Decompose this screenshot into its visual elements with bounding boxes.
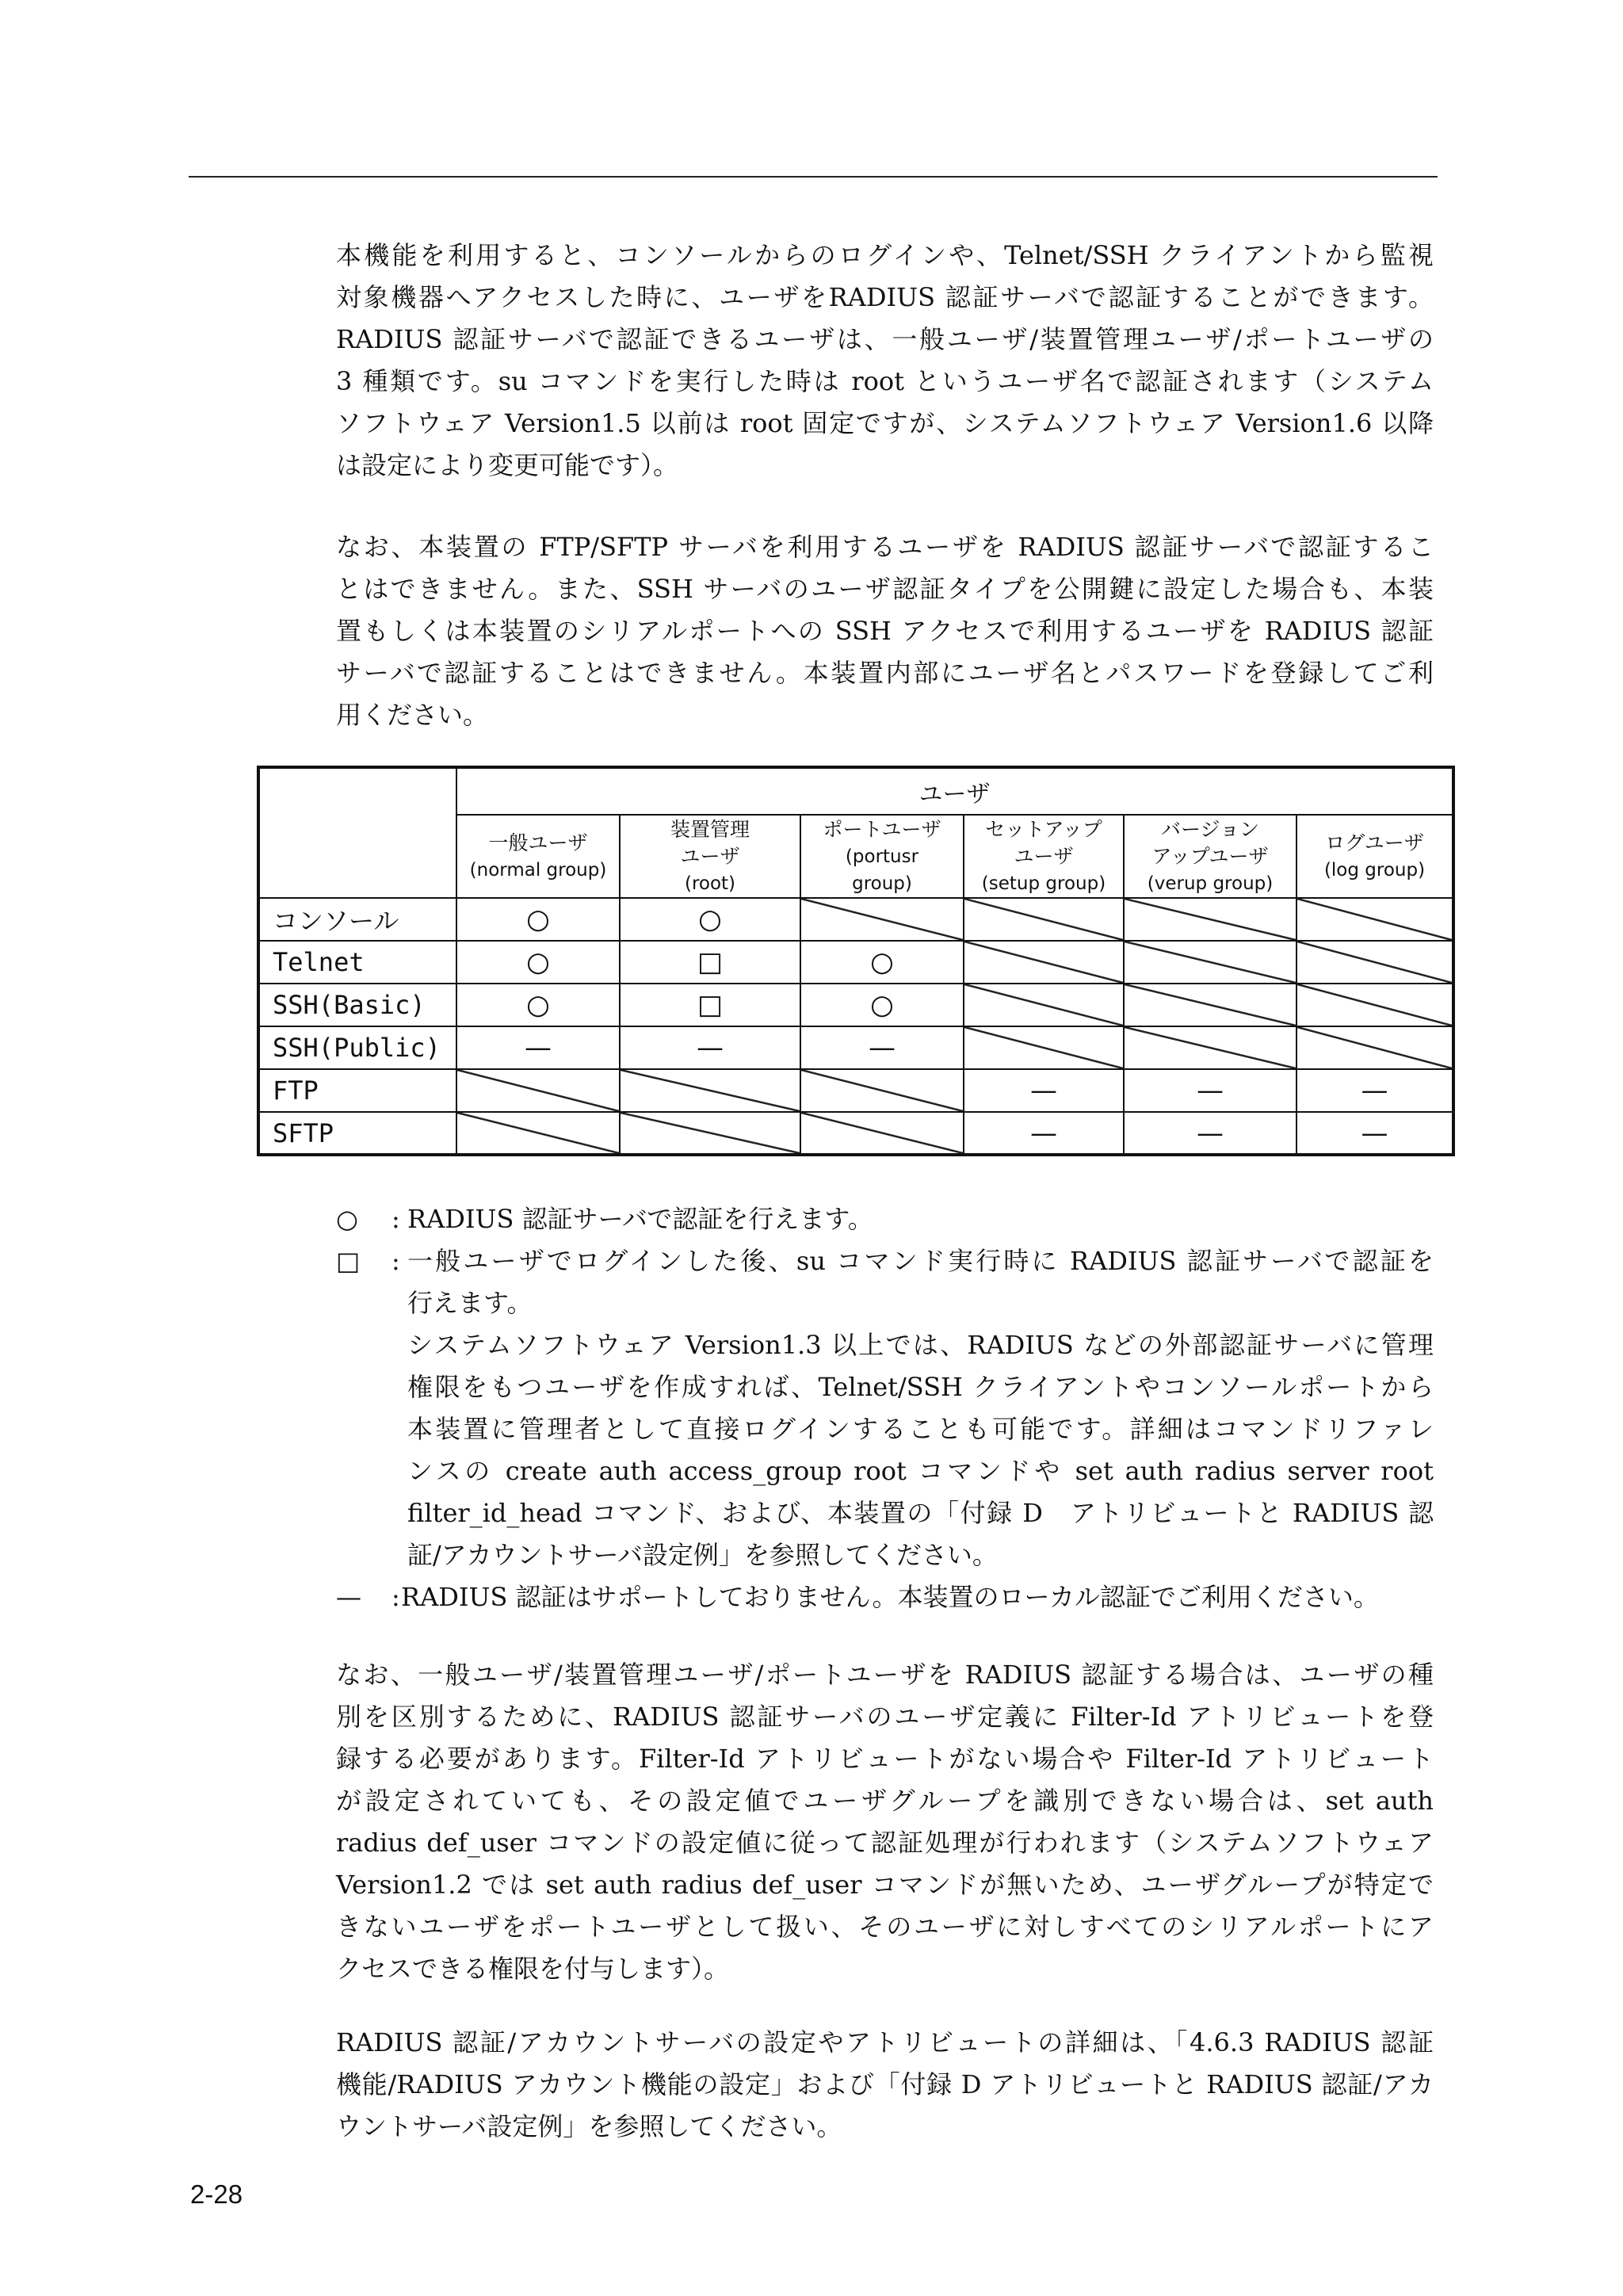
column-header-line: ログユーザ <box>1325 831 1424 854</box>
header-rule <box>189 176 1438 178</box>
support-mark-cell: — <box>1124 1112 1296 1155</box>
not-applicable-cell <box>1296 941 1453 984</box>
support-mark-cell: — <box>620 1026 800 1069</box>
support-mark-cell: ○ <box>620 898 800 941</box>
support-mark-cell: — <box>964 1069 1124 1112</box>
text-line: とはできません。また、SSH サーバのユーザ認証タイプを公開鍵に設定した場合も、本装 <box>336 574 1434 604</box>
text-line: 本機能を利用すると、コンソールからのログインや、Telnet/SSH クライアントから監視 <box>336 240 1434 270</box>
column-header-line: アップユーザ <box>1151 844 1269 868</box>
text-line: 一般ユーザでログインした後、su コマンド実行時に RADIUS 認証サーバで認証を <box>407 1246 1434 1276</box>
not-applicable-cell <box>964 984 1124 1026</box>
table-row <box>258 984 1453 1026</box>
text-line: なお、一般ユーザ/装置管理ユーザ/ポートユーザを RADIUS 認証する場合は、ユーザの種 <box>336 1660 1434 1690</box>
not-applicable-cell <box>1124 941 1296 984</box>
row-label: SSH(Basic) <box>258 984 456 1026</box>
row-label: コンソール <box>258 898 456 941</box>
corner-cell <box>258 767 456 898</box>
support-mark-cell: — <box>1296 1069 1453 1112</box>
column-header-line: ユーザ <box>1014 844 1074 868</box>
filter-id-paragraph <box>336 1654 1434 1990</box>
support-mark-cell: — <box>1296 1112 1453 1155</box>
support-mark-cell: ○ <box>456 984 620 1026</box>
not-applicable-cell <box>1296 984 1453 1026</box>
column-header-line: (normal group) <box>469 859 607 881</box>
column-header <box>800 815 964 898</box>
column-header <box>456 815 620 898</box>
text-line: 3 種類です。su コマンドを実行した時は root というユーザ名で認証されます（システム <box>336 366 1434 396</box>
table-row <box>258 1026 1453 1069</box>
legend-colon: : <box>391 1246 400 1276</box>
support-mark-cell: ○ <box>456 898 620 941</box>
not-applicable-cell <box>1124 984 1296 1026</box>
text-line: システムソフトウェア Version1.3 以上では、RADIUS などの外部認証サーバに管理 <box>407 1330 1434 1360</box>
not-applicable-cell <box>1124 1026 1296 1069</box>
legend-square-text <box>407 1240 1434 1576</box>
not-applicable-cell <box>1296 1026 1453 1069</box>
column-header-line: ユーザ <box>680 844 740 868</box>
column-header-line: (setup group) <box>981 873 1106 894</box>
not-applicable-cell <box>964 898 1124 941</box>
not-applicable-cell <box>1296 898 1453 941</box>
column-header <box>1296 815 1453 898</box>
not-applicable-cell <box>800 898 964 941</box>
legend-colon: : <box>391 1204 400 1234</box>
support-mark-cell: — <box>964 1112 1124 1155</box>
text-line: ソフトウェア Version1.5 以前は root 固定ですが、システムソフトウェア Version1.6 以降 <box>336 408 1434 438</box>
not-applicable-cell <box>456 1069 620 1112</box>
support-mark-cell: — <box>456 1026 620 1069</box>
text-line: Version1.2 では set auth radius def_user コマンドが無いため、ユーザグループが特定で <box>336 1870 1434 1900</box>
not-applicable-cell <box>964 1026 1124 1069</box>
text-line: RADIUS 認証サーバで認証できるユーザは、一般ユーザ/装置管理ユーザ/ポートユーザの <box>336 324 1434 354</box>
table-row <box>258 898 1453 941</box>
support-mark-cell: ○ <box>800 941 964 984</box>
intro-paragraph <box>336 235 1434 487</box>
column-header-line: group) <box>852 873 912 894</box>
row-label: SSH(Public) <box>258 1026 456 1069</box>
text-line: サーバで認証することはできません。本装置内部にユーザ名とパスワードを登録してご利 <box>336 658 1434 688</box>
circle-symbol: ○ <box>336 1204 358 1234</box>
text-line: きないユーザをポートユーザとして扱い、そのユーザに対しすべてのシリアルポートにア <box>336 1912 1434 1942</box>
row-label: FTP <box>258 1069 456 1112</box>
text-line: が設定されていても、その設定値でユーザグループを識別できない場合は、set auth <box>336 1786 1434 1816</box>
reference-paragraph <box>336 2022 1434 2148</box>
text-line: 録する必要があります。Filter-Id アトリビュートがない場合や Filter-Id アトリビュート <box>336 1744 1434 1774</box>
text-line: ンスの create auth access_group root コマンドや set auth radius server root <box>407 1456 1434 1486</box>
text-line: 権限をもつユーザを作成すれば、Telnet/SSH クライアントやコンソールポートから <box>407 1372 1434 1402</box>
support-mark-cell: □ <box>620 941 800 984</box>
row-label: Telnet <box>258 941 456 984</box>
support-mark-cell: □ <box>620 984 800 1026</box>
text-line: ウントサーバ設定例」を参照してください。 <box>336 2111 842 2141</box>
text-line: radius def_user コマンドの設定値に従って認証処理が行われます（システムソフトウェア <box>336 1828 1434 1858</box>
column-header-line: 装置管理 <box>670 817 750 841</box>
table-row <box>258 1069 1453 1112</box>
column-header-line: ポートユーザ <box>823 817 941 841</box>
text-line: は設定により変更可能です）。 <box>336 450 679 480</box>
not-applicable-cell <box>1124 898 1296 941</box>
text-line: 別を区別するために、RADIUS 認証サーバのユーザ定義に Filter-Id アトリビュートを登 <box>336 1702 1434 1732</box>
column-header-line: (portusr <box>845 846 919 867</box>
not-applicable-cell <box>800 1112 964 1155</box>
text-line: 置もしくは本装置のシリアルポートへの SSH アクセスで利用するユーザを RADIUS 認証 <box>336 616 1434 646</box>
not-applicable-cell <box>964 941 1124 984</box>
text-line: 証/アカウントサーバ設定例」を参照してください。 <box>407 1540 998 1570</box>
auth-support-table <box>257 766 1455 1156</box>
not-applicable-cell <box>620 1112 800 1155</box>
text-line: RADIUS 認証/アカウントサーバの設定やアトリビュートの詳細は、「4.6.3 RADIUS 認証 <box>336 2027 1434 2057</box>
not-applicable-cell <box>800 1069 964 1112</box>
column-header <box>620 815 800 898</box>
row-label: SFTP <box>258 1112 456 1155</box>
support-mark-cell: — <box>1124 1069 1296 1112</box>
page-number: 2-28 <box>190 2179 243 2209</box>
table-row <box>258 941 1453 984</box>
text-line: 用ください。 <box>336 700 489 730</box>
column-header <box>964 815 1124 898</box>
column-header <box>1124 815 1296 898</box>
legend-circle-text: RADIUS 認証サーバで認証を行えます。 <box>407 1204 873 1234</box>
support-mark-cell: ○ <box>456 941 620 984</box>
support-mark-cell: — <box>800 1026 964 1069</box>
text-line: クセスできる権限を付与します）。 <box>336 1954 730 1984</box>
column-header-line: バージョン <box>1160 817 1259 841</box>
table-row <box>258 1112 1453 1155</box>
column-header-line: (log group) <box>1323 859 1426 881</box>
square-symbol: □ <box>336 1246 361 1276</box>
column-header-line: (root) <box>684 873 736 894</box>
text-line: 対象機器へアクセスした時に、ユーザをRADIUS 認証サーバで認証することができます。 <box>336 282 1434 312</box>
text-line: なお、本装置の FTP/SFTP サーバを利用するユーザを RADIUS 認証サーバで認証するこ <box>336 532 1434 562</box>
text-line: 本装置に管理者として直接ログインすることも可能です。詳細はコマンドリファレ <box>407 1414 1434 1444</box>
not-applicable-cell <box>620 1069 800 1112</box>
user-header: ユーザ <box>456 767 1453 815</box>
legend-dash-text: RADIUS 認証はサポートしておりません。本装置のローカル認証でご利用ください。 <box>401 1582 1379 1612</box>
text-line: filter_id_head コマンド、および、本装置の「付録 D アトリビュートと RADIUS 認 <box>407 1498 1434 1528</box>
legend-colon: : <box>391 1582 400 1612</box>
dash-symbol: — <box>336 1582 361 1612</box>
not-applicable-cell <box>456 1112 620 1155</box>
support-mark-cell: ○ <box>800 984 964 1026</box>
text-line: 機能/RADIUS アカウント機能の設定」および「付録 D アトリビュートと RADIUS 認証/アカ <box>336 2069 1434 2099</box>
ftp-note-paragraph <box>336 526 1434 736</box>
column-header-line: 一般ユーザ <box>488 831 588 854</box>
column-header-line: セットアップ <box>985 817 1102 841</box>
column-header-line: (verup group) <box>1147 873 1274 894</box>
text-line: 行えます。 <box>407 1288 533 1318</box>
